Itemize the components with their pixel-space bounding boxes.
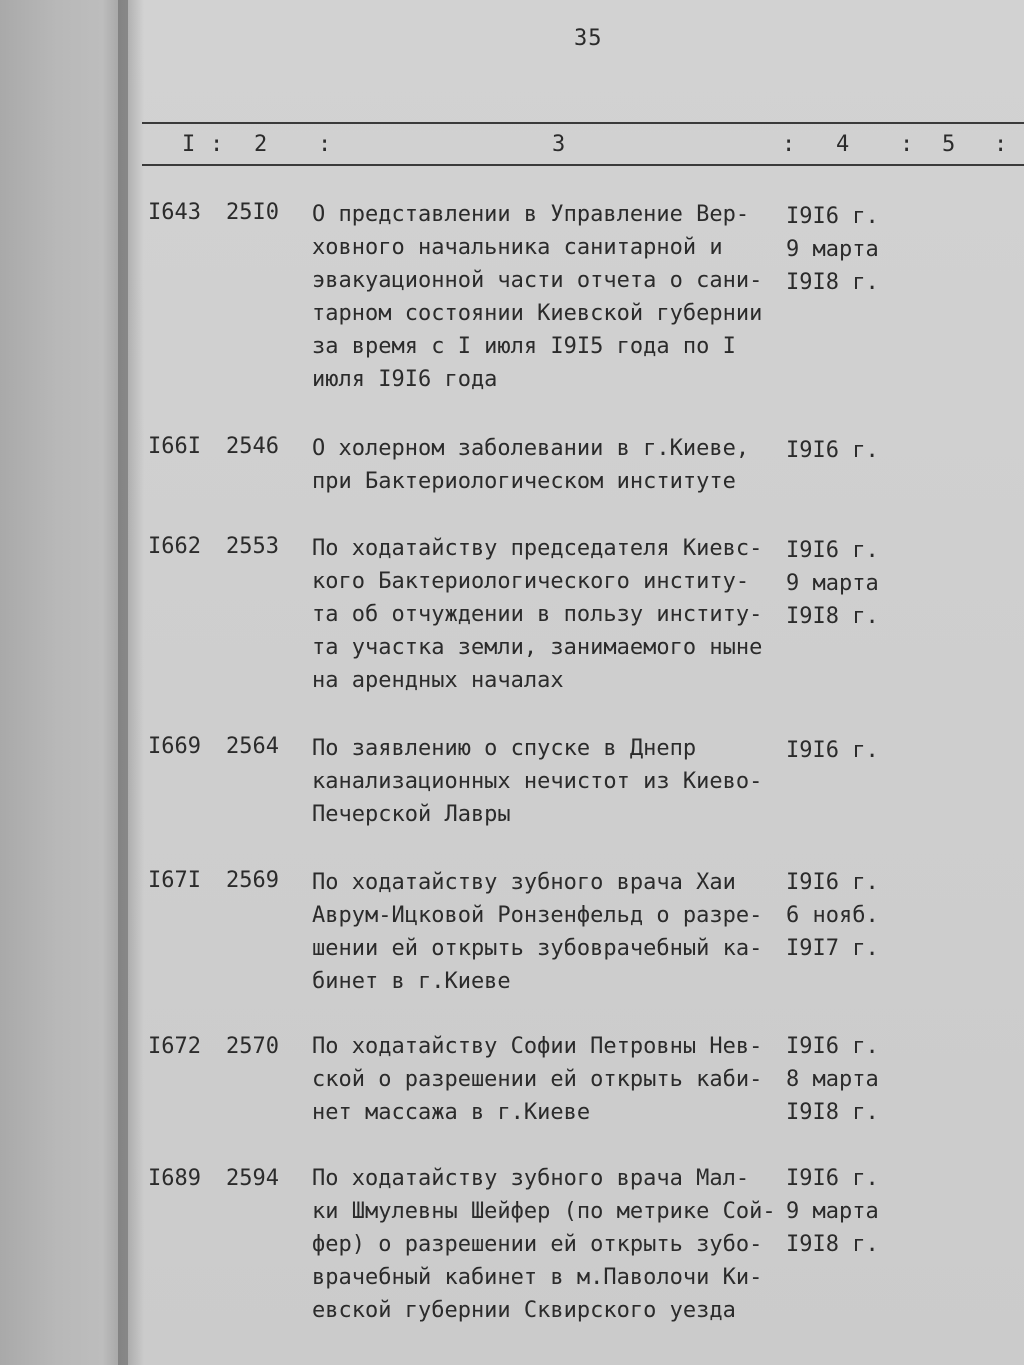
header-col-1: I bbox=[182, 132, 196, 157]
header-separator-5: : bbox=[994, 132, 1008, 157]
entry-title-line: эвакуационной части отчета о сани- bbox=[312, 268, 763, 293]
entry-title-line: Аврум-Ицковой Ронзенфельд о разре- bbox=[312, 903, 763, 928]
entry-number: I689 bbox=[148, 1166, 201, 1191]
entry-date-line: 8 марта bbox=[786, 1067, 879, 1092]
entry-title-line: та участка земли, занимаемого ныне bbox=[312, 635, 763, 660]
entry-date-line: I9I8 г. bbox=[786, 604, 879, 629]
file-number: 2564 bbox=[226, 734, 279, 759]
entry-date-line: I9I6 г. bbox=[786, 1166, 879, 1191]
header-top-rule bbox=[142, 122, 1024, 124]
entry-title-line: ховного начальника санитарной и bbox=[312, 235, 723, 260]
entry-title-line: ской о разрешении ей открыть каби- bbox=[312, 1067, 763, 1092]
entry-number: I669 bbox=[148, 734, 201, 759]
entry-title-line: нет массажа в г.Киеве bbox=[312, 1100, 591, 1125]
entry-date-line: 9 марта bbox=[786, 1199, 879, 1224]
header-separator-2: : bbox=[318, 132, 332, 157]
entry-number: I643 bbox=[148, 200, 201, 225]
entry-title-line: О холерном заболевании в г.Киеве, bbox=[312, 436, 750, 461]
entry-date-line: I9I6 г. bbox=[786, 738, 879, 763]
header-col-3: 3 bbox=[552, 132, 566, 157]
page-number: 35 bbox=[574, 26, 603, 51]
file-number: 25I0 bbox=[226, 200, 279, 225]
entry-date-line: I9I6 г. bbox=[786, 438, 879, 463]
entry-number: I662 bbox=[148, 534, 201, 559]
entry-title-line: тарном состоянии Киевской губернии bbox=[312, 301, 763, 326]
entry-date-line: I9I8 г. bbox=[786, 1232, 879, 1257]
entry-date-line: I9I6 г. bbox=[786, 204, 879, 229]
entry-title-line: при Бактериологическом институте bbox=[312, 469, 736, 494]
entry-title-line: июля I9I6 года bbox=[312, 367, 498, 392]
entry-date-line: I9I6 г. bbox=[786, 538, 879, 563]
entry-title-line: По ходатайству зубного врача Мал- bbox=[312, 1166, 750, 1191]
header-col-2: 2 bbox=[254, 132, 268, 157]
header-col-5: 5 bbox=[942, 132, 956, 157]
entry-date-line: I9I8 г. bbox=[786, 1100, 879, 1125]
entry-date-line: 6 нояб. bbox=[786, 903, 879, 928]
entry-title-line: По заявлению о спуске в Днепр bbox=[312, 736, 697, 761]
entry-date-line: I9I6 г. bbox=[786, 870, 879, 895]
entry-title-line: врачебный кабинет в м.Паволочи Ки- bbox=[312, 1265, 763, 1290]
header-bottom-rule bbox=[142, 164, 1024, 166]
entry-date-line: 9 марта bbox=[786, 571, 879, 596]
entry-title-line: Печерской Лавры bbox=[312, 802, 511, 827]
entry-title-line: бинет в г.Киеве bbox=[312, 969, 511, 994]
file-number: 2569 bbox=[226, 868, 279, 893]
file-number: 2546 bbox=[226, 434, 279, 459]
header-separator-3: : bbox=[782, 132, 796, 157]
entry-title-line: шении ей открыть зубоврачебный ка- bbox=[312, 936, 763, 961]
file-number: 2570 bbox=[226, 1034, 279, 1059]
entry-date-line: I9I6 г. bbox=[786, 1034, 879, 1059]
entry-date-line: I9I7 г. bbox=[786, 936, 879, 961]
entry-title-line: на арендных началах bbox=[312, 668, 564, 693]
entry-date-line: 9 марта bbox=[786, 237, 879, 262]
header-separator-1: : bbox=[210, 132, 224, 157]
entry-number: I67I bbox=[148, 868, 201, 893]
entry-number: I672 bbox=[148, 1034, 201, 1059]
entry-title-line: По ходатайству зубного врача Хаи bbox=[312, 870, 736, 895]
entry-title-line: та об отчуждении в пользу институ- bbox=[312, 602, 763, 627]
entry-title-line: фер) о разрешении ей открыть зубо- bbox=[312, 1232, 763, 1257]
entry-title-line: канализационных нечистот из Киево- bbox=[312, 769, 763, 794]
entry-date-line: I9I8 г. bbox=[786, 270, 879, 295]
binding-shadow bbox=[118, 0, 144, 1365]
entry-number: I66I bbox=[148, 434, 201, 459]
previous-page-edge bbox=[0, 0, 128, 1365]
entry-title-line: О представлении в Управление Вер- bbox=[312, 202, 750, 227]
entry-title-line: По ходатайству Софии Петровны Нев- bbox=[312, 1034, 763, 1059]
file-number: 2553 bbox=[226, 534, 279, 559]
entry-title-line: По ходатайству председателя Киевс- bbox=[312, 536, 763, 561]
entry-title-line: кого Бактериологического институ- bbox=[312, 569, 750, 594]
header-col-4: 4 bbox=[836, 132, 850, 157]
entry-title-line: ки Шмулевны Шейфер (по метрике Сой- bbox=[312, 1199, 776, 1224]
entry-title-line: евской губернии Сквирского уезда bbox=[312, 1298, 736, 1323]
entry-title-line: за время с I июля I9I5 года по I bbox=[312, 334, 736, 359]
header-separator-4: : bbox=[900, 132, 914, 157]
file-number: 2594 bbox=[226, 1166, 279, 1191]
